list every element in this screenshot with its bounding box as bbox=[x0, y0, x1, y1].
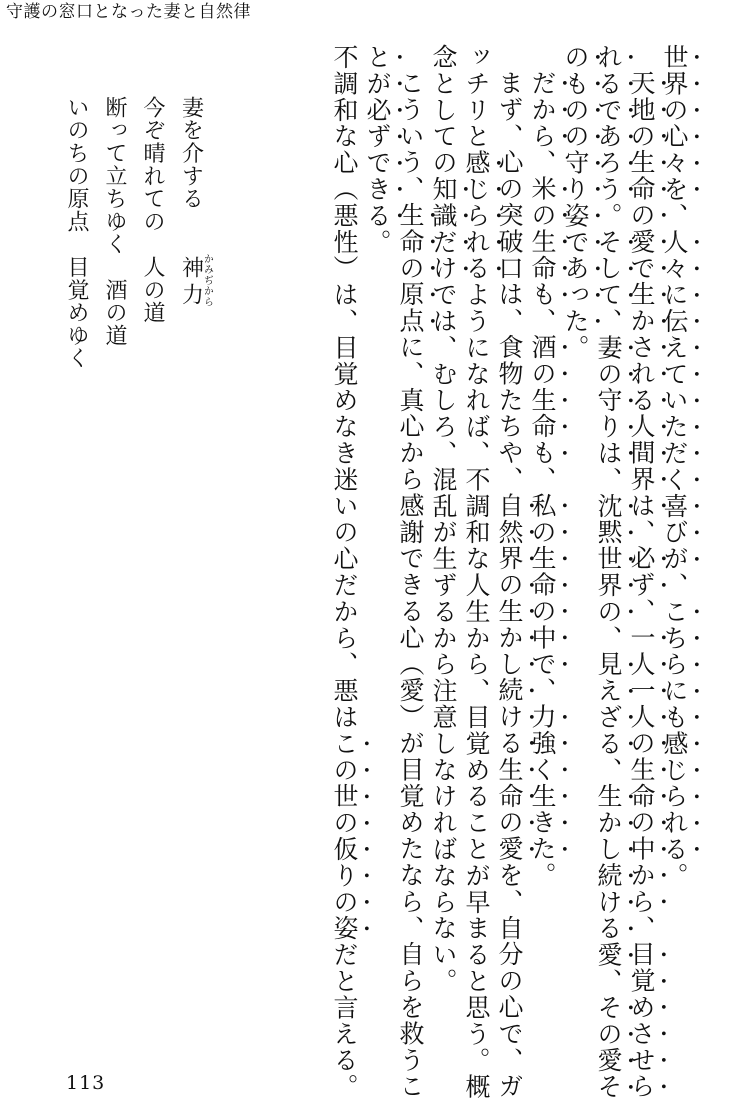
body-column-4: のものの守り姿であった。 bbox=[561, 44, 590, 361]
body-column-1: 世界の心々を、人々に伝えていただく喜びが、こちらにも感じられる。 bbox=[660, 44, 689, 889]
body-column-10: とが必ずできる。 bbox=[363, 44, 392, 256]
poem-line-4: いのちの原点 目覚めゆく bbox=[64, 96, 89, 370]
poem-line-1 bbox=[178, 96, 213, 308]
body-column-7: ッチリと感じられるようになれば、不調和な人生から、目覚めることが早まると思う。概 bbox=[462, 44, 491, 1100]
emphasis-origin: 生命の原点 bbox=[396, 202, 425, 334]
poem-line-3: 断って立ちゆく 酒の道 bbox=[102, 96, 127, 347]
poem-line-1-head: 妻を介する bbox=[178, 96, 204, 256]
emphasis-knowledge: 知識だけ bbox=[429, 176, 458, 282]
body-column-11: 不調和な心（悪性）は、目覚めなき迷いの心だから、悪はこの世の仮りの姿だと言える。 bbox=[330, 44, 359, 1100]
body-column-3: れるであろう。そして、妻の守りは、沈黙世界の、見えざる、生かし続ける愛、その愛そ bbox=[594, 44, 623, 1100]
poem-ruby-shinriki: 神力かみぢから bbox=[178, 253, 213, 308]
emphasis-feel: 感じられる bbox=[462, 149, 491, 282]
emphasis-nature-words: 自然界の生かし続ける生命の愛 bbox=[495, 492, 524, 863]
body-column-9: こういう、生命の原点に、真心から感謝できる心（愛）が目覚めたなら、自らを救うこ bbox=[396, 70, 425, 1100]
poem-line-2: 今ぞ晴れての 人の道 bbox=[140, 96, 165, 324]
running-header: 守護の窓口となった妻と自然律 bbox=[6, 2, 251, 22]
page-number: 113 bbox=[66, 1072, 106, 1094]
body-column-6: まず、心の突破口は、食物たちや、自然界の生かし続ける生命の愛を、自分の心で、ガ bbox=[495, 70, 524, 1100]
emphasis-temporary-form: この世の仮りの姿 bbox=[330, 730, 359, 942]
body-column-5: だから、米の生命も、酒の生命も、私の生命の中で、力強く生きた。 bbox=[528, 70, 557, 889]
body-column-8: 念としての知識だけでは、むしろ、混乱が生ずるから注意しなければならない。 bbox=[429, 44, 458, 995]
body-column-2: 天地の生命の愛で生かされる人間界は、必ず、一人一人の生命の中から、目覚めさせら bbox=[627, 70, 656, 1100]
